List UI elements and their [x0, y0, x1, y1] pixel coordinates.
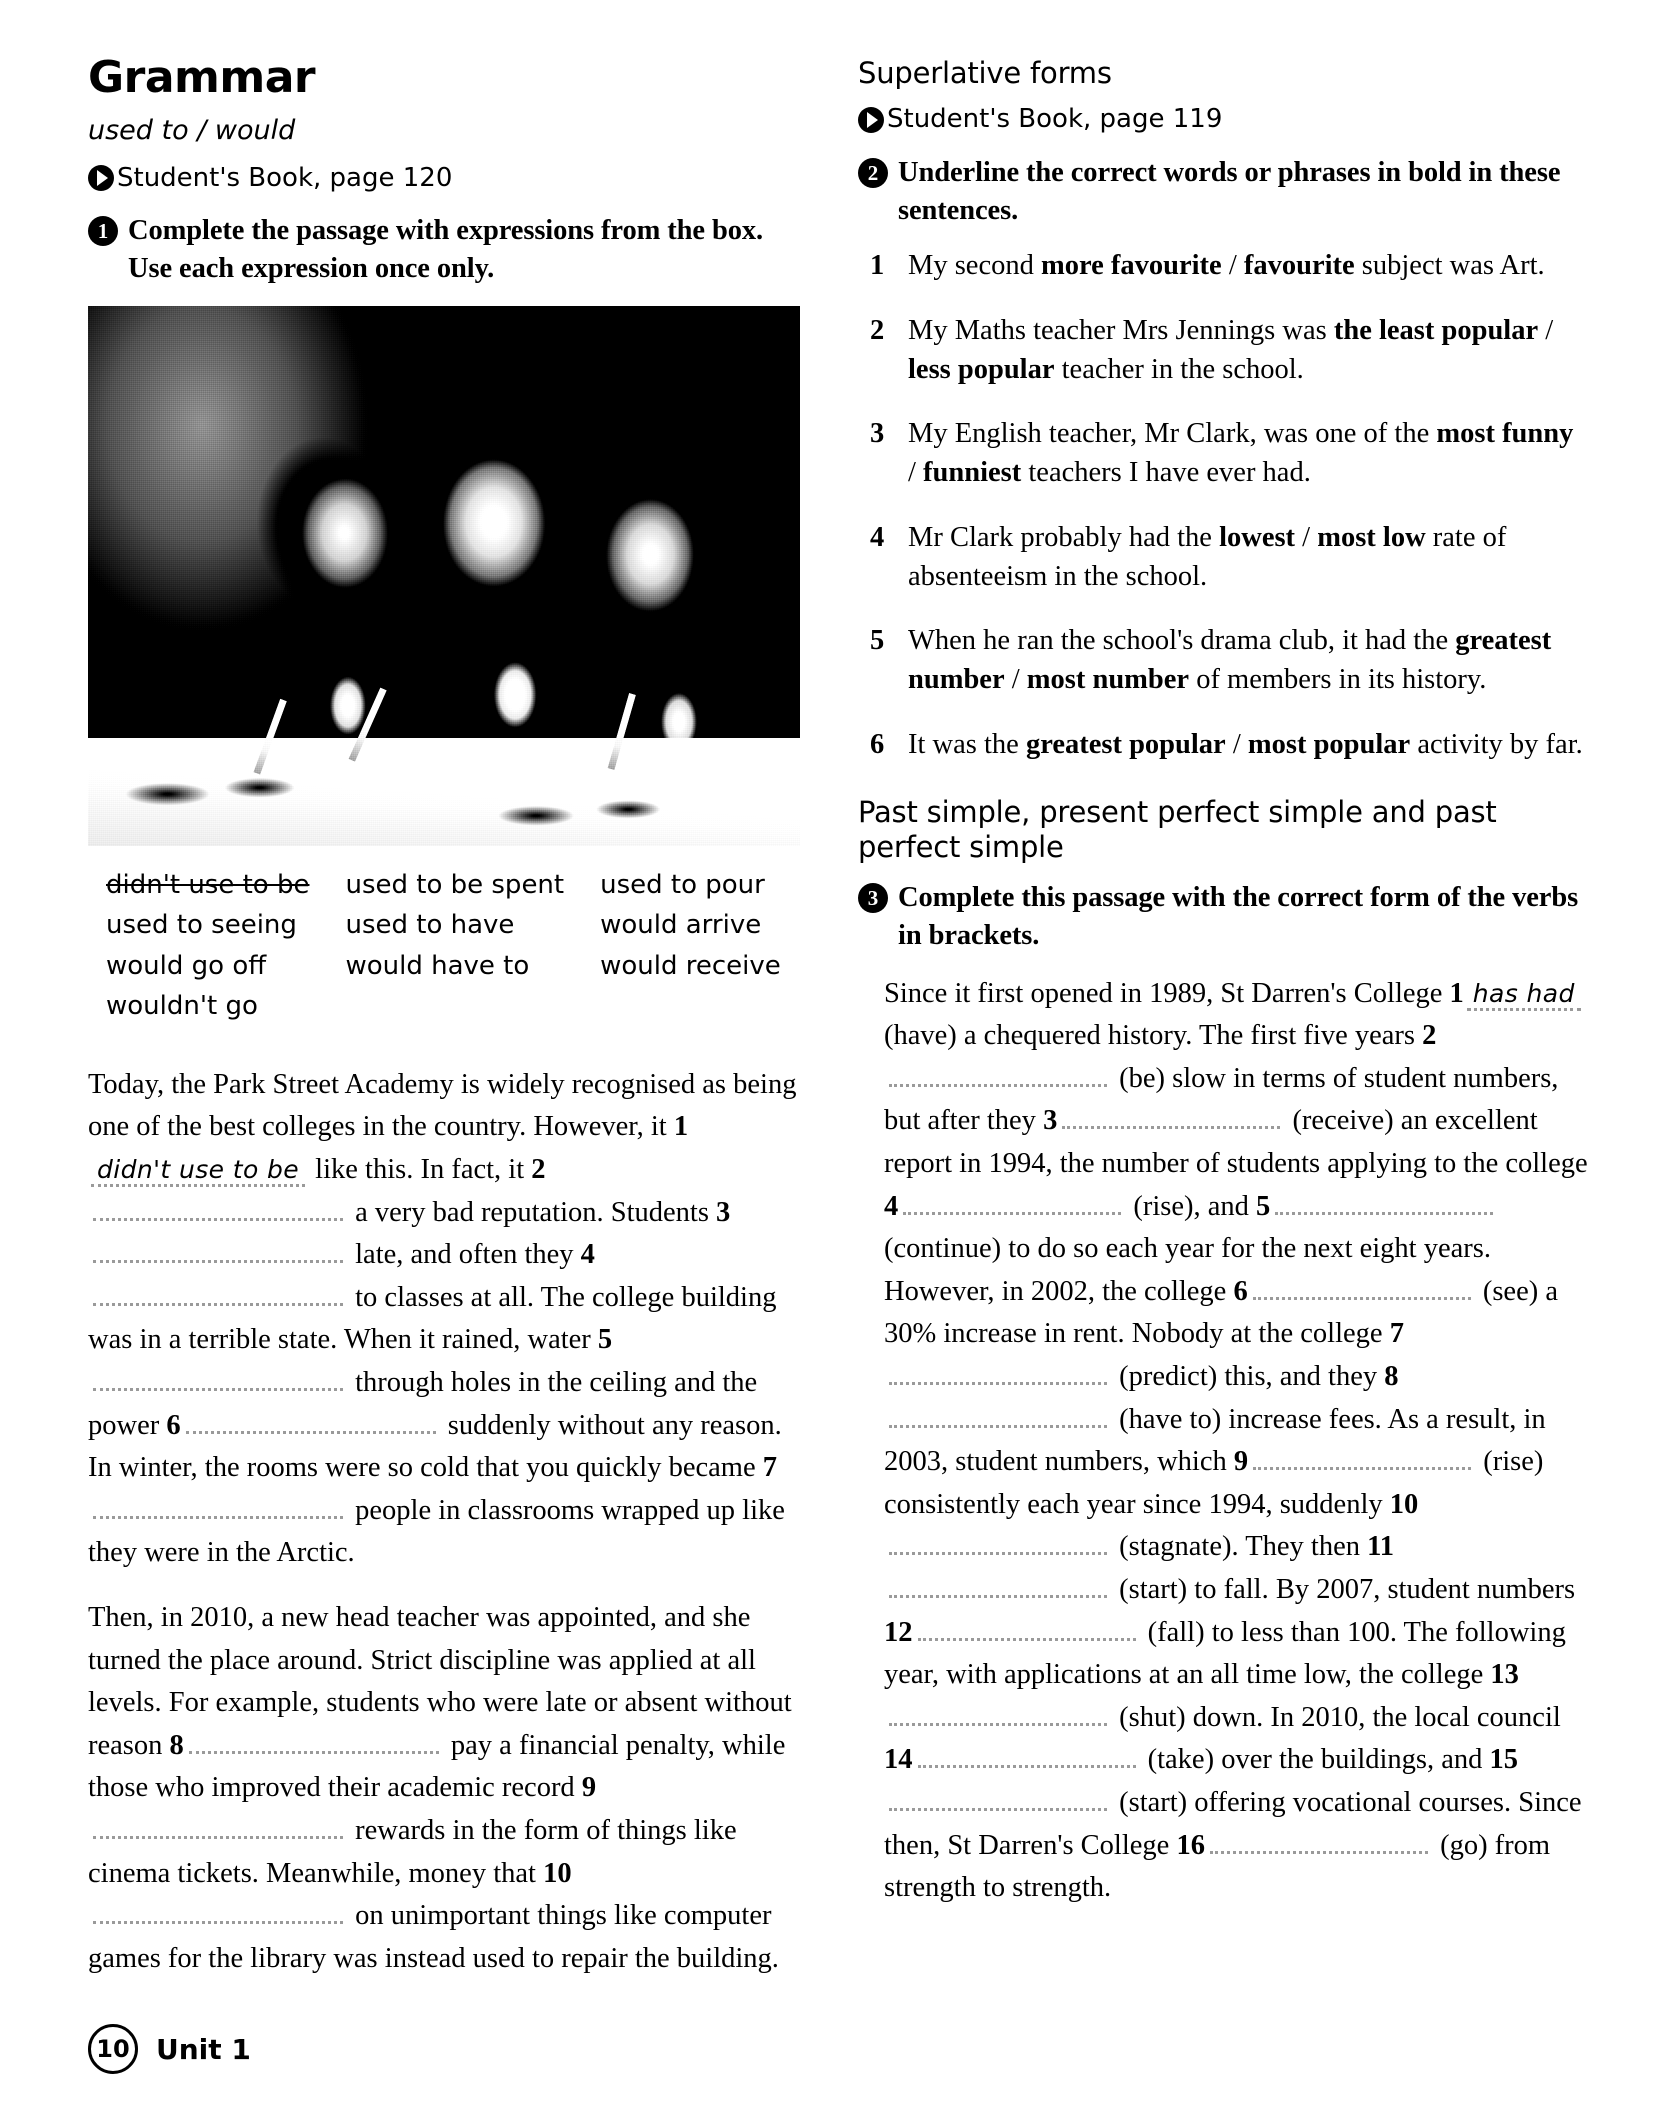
blank-number: 1 — [673, 1111, 689, 1143]
exercise-number-badge: 3 — [858, 883, 888, 913]
blank-number: 10 — [543, 1857, 572, 1889]
blank-number: 5 — [597, 1324, 613, 1356]
reference-text: Student's Book, page 120 — [117, 162, 453, 193]
exercise-number-badge: 2 — [858, 158, 888, 188]
students-book-reference-2 — [858, 105, 1588, 134]
play-arrow-icon — [858, 107, 884, 133]
option-separator: / — [1004, 664, 1027, 696]
word-box-item[interactable]: would arrive — [600, 910, 762, 941]
passage-text: suddenly without any reason. In winter, the rooms were so cold that you quickly became — [88, 1409, 782, 1484]
answer-blank-6[interactable] — [1253, 1280, 1471, 1300]
blank-number: 14 — [884, 1744, 913, 1776]
expression-word-box — [88, 868, 800, 1030]
passage-paragraph — [884, 973, 1588, 1910]
answer-blank-2[interactable] — [93, 1201, 343, 1221]
exercise-2-instruction: Underline the correct words or phrases in bold in these sentences. — [898, 156, 1561, 226]
passage-text: (have to) increase fees. As a result, in 2003, student numbers, which — [884, 1403, 1546, 1478]
grammar-point-subheading: used to / would — [88, 115, 296, 146]
passage-text: Then, in 2010, a new head teacher was appointed, and she turned the place around. Strict discipline was applied at all levels. For example, students who were late or absent without reason — [88, 1601, 792, 1761]
passage-text: (stagnate). They then — [1112, 1531, 1368, 1563]
passage-text: like this. In fact, it — [308, 1154, 532, 1185]
exercise-3-instruction: Complete this passage with the correct form of the verbs in brackets. — [898, 882, 1579, 952]
exercise-number-badge: 1 — [88, 216, 118, 246]
page-title: Grammar — [88, 52, 316, 103]
left-column — [88, 52, 800, 1980]
option-separator: / — [908, 457, 924, 489]
students-book-reference-1 — [88, 164, 800, 193]
bold-option-2[interactable]: most number — [1026, 664, 1190, 696]
reference-text: Student's Book, page 119 — [887, 104, 1223, 135]
passage-text: Today, the Park Street Academy is widely recognised as being one of the best colleges in the country. However, it — [88, 1068, 797, 1143]
passage-text: late, and often they — [348, 1239, 581, 1271]
passage-text: (rise), and — [1126, 1190, 1257, 1222]
question-after: rate of absenteeism in the school. — [908, 521, 1507, 592]
passage-text: (start) offering vocational courses. Since then, St Darren's College — [884, 1786, 1582, 1861]
bold-option-1[interactable]: greatest number — [908, 625, 1552, 696]
answer-blank-5[interactable] — [93, 1371, 343, 1391]
exercise-1-instruction: Complete the passage with expressions from the box. Use each expression once only. — [128, 215, 764, 284]
question-before: When he ran the school's drama club, it had the — [908, 625, 1456, 657]
question-before: It was the — [908, 728, 1026, 760]
passage-text: rewards in the form of things like cinema tickets. Meanwhile, money that — [88, 1814, 737, 1889]
passage-paragraph-1 — [88, 1064, 800, 1575]
blank-number: 3 — [716, 1196, 731, 1228]
question-before: My Maths teacher Mrs Jennings was — [908, 314, 1334, 346]
exercise-1-header — [88, 212, 800, 287]
answer-blank-14[interactable] — [918, 1748, 1136, 1768]
answer-blank-16[interactable] — [1210, 1834, 1428, 1854]
word-box-item[interactable]: would go off — [106, 950, 267, 981]
exercise-1-passage — [88, 1064, 800, 1980]
passage-text: (continue) to do so each year for the next eight years. However, in 2002, the college — [884, 1233, 1491, 1307]
passage-text: (rise) consistently each year since 1994, suddenly — [884, 1446, 1544, 1520]
answer-blank-15[interactable] — [889, 1791, 1107, 1811]
question-before: Mr Clark probably had the — [908, 521, 1220, 553]
question-item — [870, 415, 1588, 493]
passage-text: (take) over the buildings, and — [1140, 1744, 1490, 1776]
blank-number: 9 — [581, 1772, 597, 1804]
passage-text: on unimportant things like computer games for the library was instead used to repair the building. — [88, 1900, 779, 1974]
passage-text: (be) slow in terms of student numbers, but after they — [884, 1062, 1559, 1137]
passage-text: a very bad reputation. Students — [348, 1196, 717, 1228]
bold-option-2[interactable]: most low — [1317, 521, 1426, 553]
answer-blank-4[interactable] — [93, 1286, 343, 1306]
blank-number: 9 — [1233, 1446, 1249, 1478]
word-box-item[interactable]: used to have — [345, 910, 515, 941]
word-box-item[interactable]: didn't use to be — [106, 869, 310, 900]
answer-blank-10[interactable] — [93, 1904, 343, 1924]
exercise-3-passage — [858, 973, 1588, 1910]
blank-number: 13 — [1490, 1659, 1519, 1691]
passage-text: to classes at all. The college building was in a terrible state. When it rained, water — [88, 1281, 777, 1356]
blank-number: 7 — [1389, 1318, 1404, 1350]
question-after: of members in its history. — [1189, 664, 1487, 696]
question-item — [870, 247, 1588, 286]
word-box-row — [106, 868, 817, 909]
question-before: My second — [908, 250, 1041, 282]
bold-option-2[interactable]: funniest — [923, 457, 1022, 489]
question-text — [908, 519, 1588, 597]
bold-option-1[interactable]: most funny — [1436, 418, 1574, 450]
answer-blank-5[interactable] — [1275, 1195, 1493, 1215]
word-box-row — [106, 908, 817, 949]
passage-text: (shut) down. In 2010, the local council — [1112, 1701, 1561, 1733]
word-box-row — [106, 989, 817, 1030]
question-number: 3 — [870, 418, 885, 450]
answer-blank-3[interactable] — [93, 1243, 343, 1263]
passage-text: (see) a 30% increase in rent. Nobody at the college — [884, 1275, 1558, 1350]
answer-blank-7[interactable] — [889, 1365, 1107, 1385]
option-separator: / — [1538, 314, 1554, 346]
blank-number: 12 — [884, 1616, 913, 1648]
question-text — [908, 726, 1588, 765]
photo-halftone-grain — [88, 306, 800, 846]
word-box-item[interactable]: wouldn't go — [106, 991, 258, 1022]
bold-option-2[interactable]: less popular — [908, 353, 1055, 385]
question-item — [870, 622, 1588, 700]
word-box-item[interactable]: would receive — [600, 950, 781, 981]
blank-number: 7 — [762, 1452, 777, 1484]
question-item — [870, 519, 1588, 597]
classroom-photo — [88, 306, 800, 846]
option-separator: / — [1225, 728, 1248, 760]
bold-option-1[interactable]: greatest popular — [1025, 728, 1226, 760]
page-columns — [88, 52, 1588, 1980]
word-box-row — [106, 949, 817, 990]
answer-blank-13[interactable] — [889, 1706, 1107, 1726]
option-separator: / — [1221, 250, 1244, 282]
passage-text: Since it first opened in 1989, St Darren's College — [884, 977, 1450, 1009]
question-item — [870, 726, 1588, 765]
blank-number: 6 — [1233, 1275, 1248, 1307]
word-box-item[interactable]: would have to — [345, 950, 530, 981]
question-text — [908, 622, 1588, 700]
question-number: 4 — [870, 521, 885, 553]
answer-blank-4[interactable] — [903, 1195, 1121, 1215]
blank-number: 11 — [1367, 1531, 1395, 1563]
bold-option-2[interactable]: most popular — [1247, 728, 1411, 760]
answer-blank-6[interactable] — [186, 1414, 436, 1434]
blank-number: 6 — [166, 1409, 181, 1441]
tenses-heading: Past simple, present perfect simple and past perfect simple — [858, 794, 1497, 865]
filled-answer-1[interactable]: has had — [1467, 981, 1581, 1011]
question-item — [870, 312, 1588, 390]
answer-blank-12[interactable] — [918, 1621, 1136, 1641]
question-number: 6 — [870, 728, 885, 760]
passage-text: (fall) to less than 100. The following year, with applications at an all time low, the college — [884, 1616, 1566, 1691]
passage-text: (start) to fall. By 2007, student numbers — [1112, 1573, 1576, 1605]
passage-text: (have) a chequered history. The first five years — [884, 1020, 1423, 1052]
passage-paragraph-2 — [88, 1597, 800, 1980]
passage-text: pay a financial penalty, while those who improved their academic record — [88, 1729, 786, 1804]
blank-number: 4 — [580, 1239, 595, 1271]
blank-number: 15 — [1489, 1744, 1519, 1776]
question-number: 5 — [870, 625, 885, 657]
answer-blank-3[interactable] — [1062, 1109, 1280, 1129]
word-box-item[interactable]: used to pour — [600, 869, 765, 900]
play-arrow-icon — [88, 165, 114, 191]
unit-label: Unit 1 — [156, 2032, 251, 2066]
passage-text: (predict) this, and they — [1112, 1361, 1385, 1392]
question-after: teacher in the school. — [1054, 353, 1304, 385]
answer-blank-2[interactable] — [889, 1067, 1107, 1087]
question-before: My English teacher, Mr Clark, was one of the — [908, 418, 1437, 450]
filled-answer-1[interactable]: didn't use to be — [91, 1157, 305, 1187]
blank-number: 4 — [884, 1190, 899, 1222]
exercise-3-header — [858, 879, 1588, 954]
answer-blank-8[interactable] — [889, 1408, 1107, 1428]
blank-number: 2 — [531, 1154, 546, 1185]
question-number: 2 — [870, 314, 885, 346]
blank-number: 10 — [1389, 1488, 1419, 1520]
superlative-forms-heading: Superlative forms — [858, 56, 1112, 90]
bold-option-1[interactable]: lowest — [1219, 521, 1296, 553]
right-column — [858, 56, 1588, 1980]
blank-number: 16 — [1176, 1829, 1205, 1861]
exercise-2-question-list — [858, 247, 1588, 765]
answer-blank-9[interactable] — [93, 1819, 343, 1839]
answer-blank-9[interactable] — [1253, 1450, 1471, 1470]
passage-text: through holes in the ceiling and the power — [88, 1366, 758, 1441]
bold-option-1[interactable]: more favourite — [1040, 250, 1222, 282]
blank-number: 5 — [1256, 1190, 1271, 1222]
question-text — [908, 312, 1588, 390]
answer-blank-7[interactable] — [93, 1499, 343, 1519]
blank-number: 3 — [1043, 1105, 1058, 1137]
exercise-2-header — [858, 154, 1588, 229]
blank-number: 1 — [1449, 977, 1464, 1009]
blank-number: 8 — [1384, 1361, 1399, 1392]
passage-text: (receive) an excellent report in 1994, the number of students applying to the college — [884, 1105, 1588, 1180]
question-after: teachers I have ever had. — [1021, 457, 1311, 489]
bold-option-2[interactable]: favourite — [1243, 250, 1355, 282]
passage-text: people in classrooms wrapped up like they were in the Arctic. — [88, 1494, 785, 1569]
word-box-item[interactable]: used to be spent — [345, 869, 565, 900]
question-text — [908, 247, 1588, 286]
blank-number: 8 — [169, 1729, 184, 1761]
answer-blank-8[interactable] — [189, 1734, 439, 1754]
bold-option-1[interactable]: the least popular — [1333, 314, 1539, 346]
option-separator: / — [1295, 521, 1318, 553]
word-box-item[interactable]: used to seeing — [106, 910, 297, 941]
passage-text: (go) from strength to strength. — [884, 1829, 1551, 1904]
question-after: subject was Art. — [1354, 250, 1545, 282]
question-text — [908, 415, 1588, 493]
answer-blank-10[interactable] — [889, 1535, 1107, 1555]
answer-blank-11[interactable] — [889, 1578, 1107, 1598]
question-after: activity by far. — [1410, 728, 1583, 760]
page-number-badge: 10 — [88, 2024, 138, 2074]
page-footer — [88, 2024, 251, 2074]
question-number: 1 — [870, 250, 885, 282]
blank-number: 2 — [1422, 1020, 1437, 1052]
